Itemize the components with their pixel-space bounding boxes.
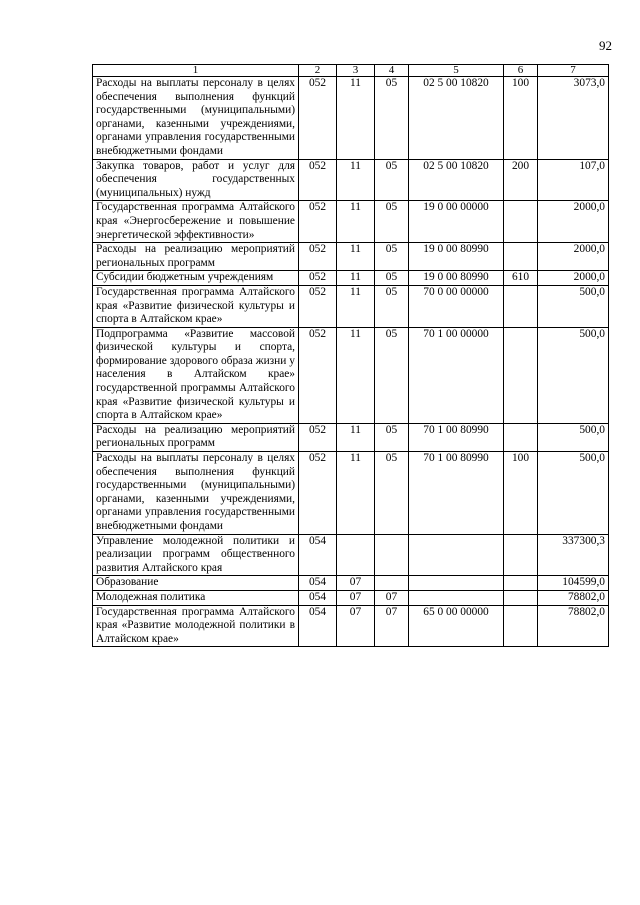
section-code bbox=[337, 534, 375, 576]
target-article-code: 65 0 00 00000 bbox=[409, 605, 504, 647]
table-row bbox=[93, 534, 609, 576]
table-row bbox=[93, 452, 609, 535]
ministry-code: 052 bbox=[299, 271, 337, 286]
ministry-code: 054 bbox=[299, 605, 337, 647]
ministry-code: 052 bbox=[299, 243, 337, 271]
table-row bbox=[93, 327, 609, 423]
section-code: 07 bbox=[337, 605, 375, 647]
target-article-code: 70 0 00 00000 bbox=[409, 285, 504, 327]
amount: 104599,0 bbox=[538, 576, 609, 591]
ministry-code: 052 bbox=[299, 423, 337, 451]
section-code: 07 bbox=[337, 576, 375, 591]
section-code: 11 bbox=[337, 243, 375, 271]
table-row bbox=[93, 271, 609, 286]
subsection-code bbox=[375, 576, 409, 591]
header-row bbox=[93, 65, 609, 77]
table-row bbox=[93, 243, 609, 271]
section-code: 11 bbox=[337, 201, 375, 243]
header-col-1: 1 bbox=[93, 65, 299, 77]
page-number: 92 bbox=[599, 38, 612, 53]
section-code: 11 bbox=[337, 423, 375, 451]
header-col-2: 2 bbox=[299, 65, 337, 77]
expense-type-code bbox=[504, 534, 538, 576]
ministry-code: 052 bbox=[299, 452, 337, 535]
ministry-code: 052 bbox=[299, 77, 337, 160]
ministry-code: 052 bbox=[299, 201, 337, 243]
row-description: Закупка товаров, работ и услуг для обеспечения государственных (муниципальных) нужд bbox=[93, 159, 299, 201]
table-row bbox=[93, 590, 609, 605]
target-article-code bbox=[409, 534, 504, 576]
amount: 2000,0 bbox=[538, 201, 609, 243]
expense-type-code: 610 bbox=[504, 271, 538, 286]
amount: 78802,0 bbox=[538, 590, 609, 605]
table-row bbox=[93, 201, 609, 243]
expense-type-code: 100 bbox=[504, 77, 538, 160]
ministry-code: 054 bbox=[299, 534, 337, 576]
row-description: Молодежная политика bbox=[93, 590, 299, 605]
subsection-code: 07 bbox=[375, 590, 409, 605]
ministry-code: 054 bbox=[299, 576, 337, 591]
target-article-code: 70 1 00 00000 bbox=[409, 327, 504, 423]
amount: 500,0 bbox=[538, 327, 609, 423]
subsection-code: 05 bbox=[375, 271, 409, 286]
budget-table bbox=[92, 64, 609, 647]
header-col-4: 4 bbox=[375, 65, 409, 77]
ministry-code: 052 bbox=[299, 327, 337, 423]
expense-type-code bbox=[504, 201, 538, 243]
amount: 3073,0 bbox=[538, 77, 609, 160]
target-article-code: 02 5 00 10820 bbox=[409, 77, 504, 160]
row-description: Расходы на выплаты персоналу в целях обеспечения выполнения функций государственными (муниципальными) органами, казенными учреждениями, органами управления государственными внебюджетными фондами bbox=[93, 77, 299, 160]
row-description: Государственная программа Алтайского края «Развитие физической культуры и спорта в Алтайском крае» bbox=[93, 285, 299, 327]
row-description: Государственная программа Алтайского края «Развитие молодежной политики в Алтайском крае» bbox=[93, 605, 299, 647]
subsection-code: 05 bbox=[375, 243, 409, 271]
subsection-code bbox=[375, 534, 409, 576]
amount: 500,0 bbox=[538, 285, 609, 327]
section-code: 11 bbox=[337, 452, 375, 535]
ministry-code: 052 bbox=[299, 285, 337, 327]
expense-type-code bbox=[504, 327, 538, 423]
subsection-code: 05 bbox=[375, 423, 409, 451]
table-row bbox=[93, 423, 609, 451]
section-code: 11 bbox=[337, 271, 375, 286]
row-description: Субсидии бюджетным учреждениям bbox=[93, 271, 299, 286]
subsection-code: 05 bbox=[375, 327, 409, 423]
subsection-code: 05 bbox=[375, 159, 409, 201]
target-article-code: 19 0 00 00000 bbox=[409, 201, 504, 243]
section-code: 11 bbox=[337, 159, 375, 201]
row-description: Расходы на реализацию мероприятий региональных программ bbox=[93, 423, 299, 451]
header-col-7: 7 bbox=[538, 65, 609, 77]
ministry-code: 052 bbox=[299, 159, 337, 201]
target-article-code: 02 5 00 10820 bbox=[409, 159, 504, 201]
header-col-6: 6 bbox=[504, 65, 538, 77]
subsection-code: 07 bbox=[375, 605, 409, 647]
table-row bbox=[93, 576, 609, 591]
subsection-code: 05 bbox=[375, 77, 409, 160]
amount: 78802,0 bbox=[538, 605, 609, 647]
expense-type-code bbox=[504, 590, 538, 605]
expense-type-code bbox=[504, 285, 538, 327]
target-article-code bbox=[409, 590, 504, 605]
row-description: Государственная программа Алтайского края «Энергосбережение и повышение энергетической эффективности» bbox=[93, 201, 299, 243]
target-article-code: 70 1 00 80990 bbox=[409, 423, 504, 451]
row-description: Образование bbox=[93, 576, 299, 591]
subsection-code: 05 bbox=[375, 201, 409, 243]
subsection-code: 05 bbox=[375, 285, 409, 327]
table-row bbox=[93, 285, 609, 327]
row-description: Расходы на реализацию мероприятий региональных программ bbox=[93, 243, 299, 271]
subsection-code: 05 bbox=[375, 452, 409, 535]
table-row bbox=[93, 605, 609, 647]
table-row bbox=[93, 77, 609, 160]
expense-type-code bbox=[504, 423, 538, 451]
section-code: 07 bbox=[337, 590, 375, 605]
row-description: Расходы на выплаты персоналу в целях обеспечения выполнения функций государственными (муниципальными) органами, казенными учреждениями, органами управления государственными внебюджетными фондами bbox=[93, 452, 299, 535]
amount: 500,0 bbox=[538, 423, 609, 451]
section-code: 11 bbox=[337, 285, 375, 327]
amount: 107,0 bbox=[538, 159, 609, 201]
section-code: 11 bbox=[337, 327, 375, 423]
target-article-code bbox=[409, 576, 504, 591]
expense-type-code bbox=[504, 576, 538, 591]
target-article-code: 19 0 00 80990 bbox=[409, 271, 504, 286]
section-code: 11 bbox=[337, 77, 375, 160]
expense-type-code: 100 bbox=[504, 452, 538, 535]
amount: 2000,0 bbox=[538, 243, 609, 271]
expense-type-code bbox=[504, 243, 538, 271]
ministry-code: 054 bbox=[299, 590, 337, 605]
row-description: Управление молодежной политики и реализации программ общественного развития Алтайского края bbox=[93, 534, 299, 576]
amount: 500,0 bbox=[538, 452, 609, 535]
header-col-3: 3 bbox=[337, 65, 375, 77]
expense-type-code bbox=[504, 605, 538, 647]
expense-type-code: 200 bbox=[504, 159, 538, 201]
target-article-code: 19 0 00 80990 bbox=[409, 243, 504, 271]
target-article-code: 70 1 00 80990 bbox=[409, 452, 504, 535]
header-col-5: 5 bbox=[409, 65, 504, 77]
amount: 2000,0 bbox=[538, 271, 609, 286]
row-description: Подпрограмма «Развитие массовой физической культуры и спорта, формирование здорового образа жизни у населения в Алтайском крае» государственной программы Алтайского края «Развитие физической культуры и спорта в Алтайском крае» bbox=[93, 327, 299, 423]
table-row bbox=[93, 159, 609, 201]
amount: 337300,3 bbox=[538, 534, 609, 576]
